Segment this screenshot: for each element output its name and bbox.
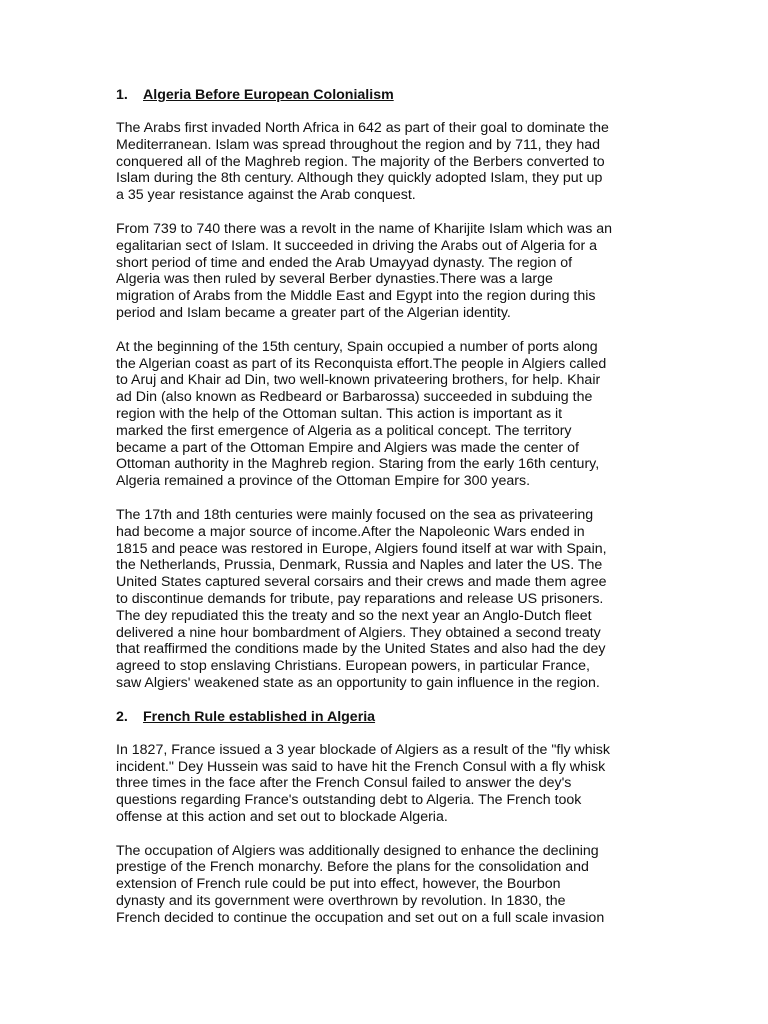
text-line: At the beginning of the 15th century, Spain occupied a number of ports along (116, 338, 598, 355)
text-line: that reaffirmed the conditions made by the United States and also had the dey (116, 641, 606, 658)
text-line: Mediterranean. Islam was spread throughout the region and by 711, they had (116, 136, 600, 153)
text-line: The 17th and 18th centuries were mainly focused on the sea as privateering (116, 506, 594, 523)
text-line: French decided to continue the occupation and set out on a full scale invasion (116, 909, 605, 926)
text-line: the Netherlands, Prussia, Denmark, Russia and Naples and later the US. The (116, 557, 603, 574)
paragraph (116, 507, 656, 692)
text-line: 1815 and peace was restored in Europe, Algiers found itself at war with Spain, (116, 540, 607, 557)
text-line: period and Islam became a greater part of the Algerian identity. (116, 304, 511, 321)
text-line: to discontinue demands for tribute, pay reparations and release US prisoners. (116, 590, 604, 607)
text-line: Islam during the 8th century. Although they quickly adopted Islam, they put up (116, 170, 603, 187)
text-line: United States captured several corsairs and their crews and made them agree (116, 574, 607, 591)
paragraph (116, 339, 656, 490)
text-line: prestige of the French monarchy. Before the plans for the consolidation and (116, 859, 589, 876)
text-line: The occupation of Algiers was additionally designed to enhance the declining (116, 842, 599, 859)
text-line: From 739 to 740 there was a revolt in the name of Kharijite Islam which was an (116, 220, 613, 237)
text-line: had become a major source of income.After the Napoleonic Wars ended in (116, 523, 585, 540)
text-line: dynasty and its government were overthrown by revolution. In 1830, the (116, 893, 566, 910)
text-line: a 35 year resistance against the Arab conquest. (116, 187, 416, 204)
text-line: three times in the face after the French Consul failed to answer the dey's (116, 775, 572, 792)
text-line: agreed to stop enslaving Christians. European powers, in particular France, (116, 658, 590, 675)
text-line: questions regarding France's outstanding debt to Algeria. The French took (116, 792, 582, 809)
paragraph (116, 120, 656, 204)
text-line: Algeria was then ruled by several Berber dynasties.There was a large (116, 271, 553, 288)
text-line: offense at this action and set out to blockade Algeria. (116, 808, 448, 825)
text-line: egalitarian sect of Islam. It succeeded in driving the Arabs out of Algeria for a (116, 237, 598, 254)
section-title: Algeria Before European Colonialism (143, 87, 394, 103)
text-line: region with the help of the Ottoman sultan. This action is important as it (116, 405, 563, 422)
text-line: the Algerian coast as part of its Reconquista effort.The people in Algiers called (116, 355, 607, 372)
text-line: delivered a nine hour bombardment of Algiers. They obtained a second treaty (116, 624, 601, 641)
text-line: marked the first emergence of Algeria as a political concept. The territory (116, 422, 572, 439)
text-line: short period of time and ended the Arab Umayyad dynasty. The region of (116, 254, 573, 271)
text-line: became a part of the Ottoman Empire and Algiers was made the center of (116, 439, 579, 456)
text-line: migration of Arabs from the Middle East and Egypt into the region during this (116, 288, 596, 305)
text-line: Algeria remained a province of the Ottoman Empire for 300 years. (116, 473, 531, 490)
text-line: saw Algiers' weakened state as an opportunity to gain influence in the region. (116, 674, 600, 691)
text-line: to Aruj and Khair ad Din, two well-known privateering brothers, for help. Khair (116, 372, 601, 389)
text-line: ad Din (also known as Redbeard or Barbarossa) succeeded in subduing the (116, 389, 593, 406)
section-heading (116, 709, 656, 726)
text-line: The dey repudiated this the treaty and so the next year an Anglo-Dutch fleet (116, 607, 592, 624)
text-line: The Arabs first invaded North Africa in 642 as part of their goal to dominate the (116, 120, 609, 136)
text-line: extension of French rule could be put into effect, however, the Bourbon (116, 876, 561, 893)
section-number: 1. (116, 87, 128, 103)
text-line: conquered all of the Maghreb region. The majority of the Berbers converted to (116, 153, 605, 170)
text-line: In 1827, France issued a 3 year blockade of Algiers as a result of the "fly whisk (116, 741, 610, 758)
text-line: incident." Dey Hussein was said to have hit the French Consul with a fly whisk (116, 758, 606, 775)
paragraph (116, 742, 656, 826)
text-line: Ottoman authority in the Maghreb region. Staring from the early 16th century, (116, 456, 600, 473)
document-body (116, 87, 656, 927)
section-title: French Rule established in Algeria (143, 708, 376, 725)
section-heading (116, 87, 656, 104)
paragraph (116, 843, 656, 927)
section-number: 2. (116, 708, 128, 725)
paragraph (116, 221, 656, 322)
